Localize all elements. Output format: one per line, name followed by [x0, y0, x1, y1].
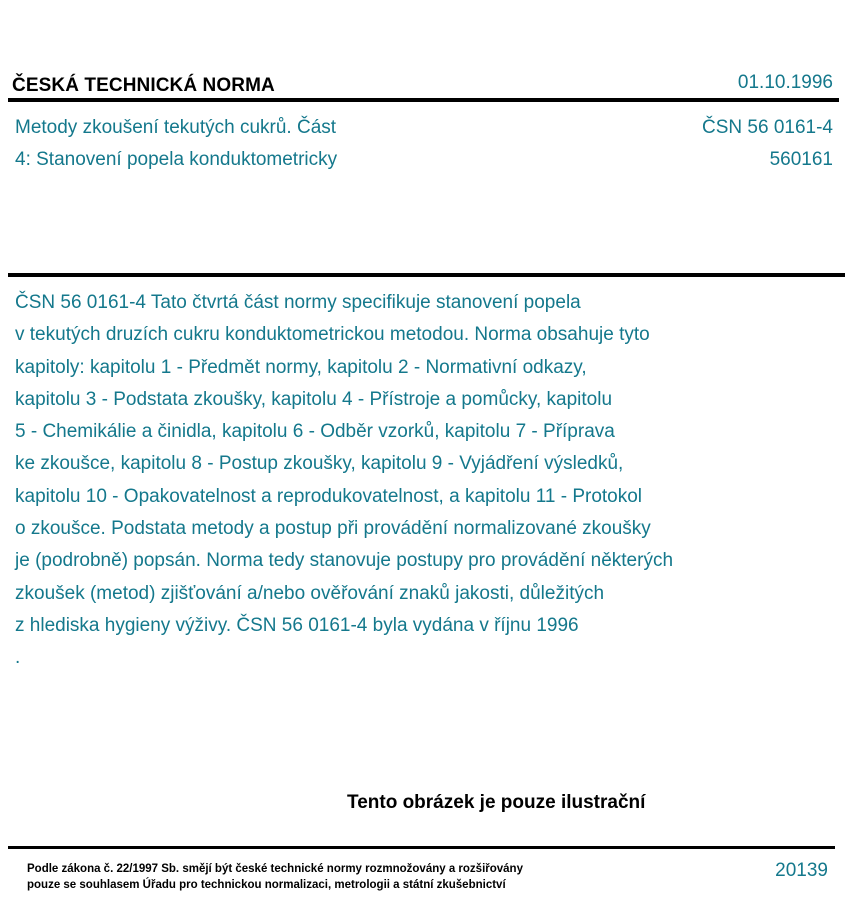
publication-date: 01.10.1996 [737, 72, 833, 93]
abstract-line: . [15, 647, 21, 669]
legal-notice [27, 861, 523, 893]
legal-notice-line: Podle zákona č. 22/1997 Sb. smějí být české technické normy rozmnožovány a rozšiřovány [27, 863, 523, 875]
abstract-line: kapitoly: kapitolu 1 - Předmět normy, kapitolu 2 - Normativní odkazy, [15, 356, 587, 378]
abstract-line: kapitolu 3 - Podstata zkoušky, kapitolu 4 - Přístroje a pomůcky, kapitolu [15, 388, 613, 410]
standard-code: ČSN 56 0161-4 [702, 117, 833, 138]
abstract-line: v tekutých druzích cukru konduktometrickou metodou. Norma obsahuje tyto [15, 324, 650, 346]
document-title-line-2: 4: Stanovení popela konduktometricky [15, 149, 338, 170]
standard-header-title: ČESKÁ TECHNICKÁ NORMA [12, 75, 275, 96]
abstract-line: kapitolu 10 - Opakovatelnost a reprodukovatelnost, a kapitolu 11 - Protokol [15, 485, 643, 507]
abstract-line: ke zkoušce, kapitolu 8 - Postup zkoušky, kapitolu 9 - Vyjádření výsledků, [15, 453, 624, 475]
abstract-line: 5 - Chemikálie a činidla, kapitolu 6 - Odběr vzorků, kapitolu 7 - Příprava [15, 421, 615, 443]
page-number: 20139 [775, 860, 828, 881]
header-divider [8, 98, 839, 102]
footer-divider [8, 846, 835, 849]
catalog-number: 560161 [769, 149, 833, 170]
abstract-text [15, 287, 815, 675]
abstract-line: ČSN 56 0161-4 Tato čtvrtá část normy specifikuje stanovení popela [15, 292, 581, 313]
document-title-line-1: Metody zkoušení tekutých cukrů. Část [15, 117, 337, 138]
abstract-line: zkoušek (metod) zjišťování a/nebo ověřování znaků jakosti, důležitých [15, 582, 605, 604]
abstract-line: je (podrobně) popsán. Norma tedy stanovuje postupy pro provádění některých [15, 550, 674, 572]
section-divider [8, 273, 845, 277]
illustration-note: Tento obrázek je pouze ilustrační [347, 792, 646, 813]
abstract-line: z hlediska hygieny výživy. ČSN 56 0161-4 byla vydána v říjnu 1996 [15, 614, 579, 636]
legal-notice-line: pouze se souhlasem Úřadu pro technickou normalizaci, metrologii a státní zkušebnictví [27, 879, 506, 891]
abstract-line: o zkoušce. Podstata metody a postup při provádění normalizované zkoušky [15, 518, 651, 540]
